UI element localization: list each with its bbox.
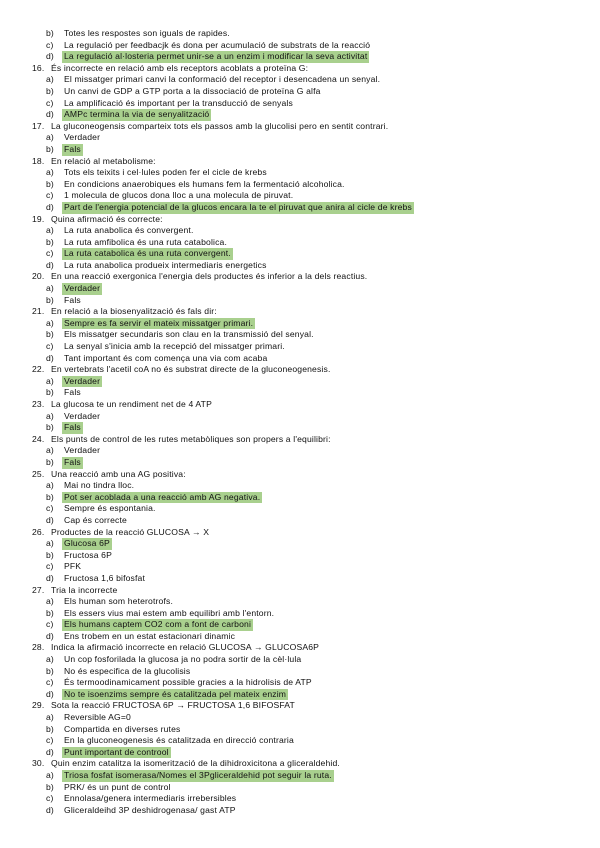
question-text: Una reacció amb una AG positiva: xyxy=(51,468,186,479)
option-letter: d) xyxy=(46,572,54,583)
answer-option-line xyxy=(32,573,572,585)
question-number: 27. xyxy=(32,584,45,595)
question-list xyxy=(32,28,572,816)
option-letter: b) xyxy=(46,781,54,792)
answer-option-line xyxy=(32,225,572,237)
question-text: Indica la afirmació incorrecte en relació GLUCOSA → GLUCOSA6P xyxy=(51,642,320,653)
question-text: En una reacció exergonica l'energia dels productes és inferior a la dels reactius. xyxy=(51,271,368,282)
question-text: Els punts de control de les rutes metabòliques son propers a l'equilibri: xyxy=(51,433,331,444)
option-letter: b) xyxy=(46,143,54,154)
option-letter: b) xyxy=(46,236,54,247)
option-letter: a) xyxy=(46,225,54,236)
option-letter: b) xyxy=(46,294,54,305)
option-text: Mai no tindra lloc. xyxy=(64,480,135,491)
question-number: 16. xyxy=(32,62,45,73)
option-text: Totes les respostes son iguals de rapides. xyxy=(64,28,230,38)
option-text: Triosa fosfat isomerasa/Nomes el 3Pgliceraldehid pot seguir la ruta. xyxy=(64,770,332,780)
highlighted-answer-line xyxy=(32,747,572,759)
option-text: La regulació per feedbacjk és dona per acumulació de substrats de la reacció xyxy=(64,39,371,50)
option-letter: b) xyxy=(46,491,54,502)
option-text: Fals xyxy=(64,456,81,467)
option-letter: d) xyxy=(46,201,54,212)
answer-option-line xyxy=(32,260,572,272)
option-letter: d) xyxy=(46,51,54,62)
option-letter: a) xyxy=(46,445,54,456)
question-line xyxy=(32,364,572,376)
highlighted-answer-line xyxy=(32,109,572,121)
question-line xyxy=(32,527,572,539)
option-letter: a) xyxy=(46,712,54,723)
question-line xyxy=(32,271,572,283)
option-letter: a) xyxy=(46,654,54,665)
option-letter: a) xyxy=(46,74,54,85)
question-number: 19. xyxy=(32,213,45,224)
answer-option-line xyxy=(32,341,572,353)
highlighted-answer-line xyxy=(32,619,572,631)
option-letter: d) xyxy=(46,109,54,120)
option-text: Glucosa 6P xyxy=(64,538,110,549)
answer-option-line xyxy=(32,411,572,423)
option-letter: d) xyxy=(46,688,54,699)
answer-option-line xyxy=(32,793,572,805)
answer-option-line xyxy=(32,805,572,817)
question-text: Productes de la reacció GLUCOSA → X xyxy=(51,526,210,537)
option-text: Verdader xyxy=(64,410,101,421)
question-line xyxy=(32,642,572,654)
question-text: En relació a la biosenyalització és fals dir: xyxy=(51,306,217,317)
option-text: Compartida en diverses rutes xyxy=(64,723,181,734)
question-text: La glucosa te un rendiment net de 4 ATP xyxy=(51,399,212,409)
question-line xyxy=(32,758,572,770)
question-text: Tria la incorrecte xyxy=(51,584,118,595)
option-text: És termoodinamicament possible gracies a la hidrolisis de ATP xyxy=(64,677,312,688)
highlighted-answer-line xyxy=(32,144,572,156)
answer-option-line xyxy=(32,445,572,457)
option-text: La ruta anabolica produeix intermediaris energetics xyxy=(64,259,267,270)
answer-option-line xyxy=(32,735,572,747)
option-text: La ruta amfibolica és una ruta catabolica. xyxy=(64,236,227,247)
question-text: La gluconeogensis comparteix tots els passos amb la glucolisi pero en sentit contrari. xyxy=(51,120,389,131)
highlighted-answer-line xyxy=(32,318,572,330)
answer-option-line xyxy=(32,782,572,794)
option-letter: d) xyxy=(46,630,54,641)
option-letter: b) xyxy=(46,422,54,433)
question-number: 18. xyxy=(32,155,45,166)
answer-option-line xyxy=(32,167,572,179)
option-letter: b) xyxy=(46,456,54,467)
answer-option-line xyxy=(32,74,572,86)
question-number: 25. xyxy=(32,468,45,479)
option-letter: a) xyxy=(46,596,54,607)
answer-option-line xyxy=(32,677,572,689)
option-letter: a) xyxy=(46,770,54,780)
answer-option-line xyxy=(32,550,572,562)
option-letter: c) xyxy=(46,190,54,201)
question-line xyxy=(32,121,572,133)
option-text: Un cop fosforilada la glucosa ja no podra sortir de la cèl·lula xyxy=(64,654,302,665)
answer-option-line xyxy=(32,40,572,52)
option-text: Fals xyxy=(64,294,81,305)
option-text: La ruta anabolica és convergent. xyxy=(64,225,194,236)
question-line xyxy=(32,306,572,318)
question-line xyxy=(32,434,572,446)
option-letter: a) xyxy=(46,283,54,294)
answer-option-line xyxy=(32,654,572,666)
option-text: Fals xyxy=(64,387,81,398)
option-text: El missatger primari canvi la conformació del receptor i desencadena un senyal. xyxy=(64,74,381,85)
option-letter: a) xyxy=(46,410,54,421)
option-letter: c) xyxy=(46,561,54,572)
question-text: Quin enzim catalitza la isomerització de la dihidroxicitona a gliceraldehid. xyxy=(51,758,340,769)
option-letter: d) xyxy=(46,514,54,525)
option-letter: b) xyxy=(46,607,54,618)
answer-option-line xyxy=(32,561,572,573)
question-number: 23. xyxy=(32,399,45,409)
question-line xyxy=(32,156,572,168)
highlighted-answer-line xyxy=(32,770,572,782)
option-letter: b) xyxy=(46,85,54,96)
option-letter: c) xyxy=(46,248,54,259)
answer-option-line xyxy=(32,179,572,191)
option-text: Fals xyxy=(64,422,81,433)
answer-option-line xyxy=(32,666,572,678)
option-text: Reversible AG=0 xyxy=(64,712,131,723)
answer-option-line xyxy=(32,86,572,98)
option-letter: b) xyxy=(46,178,54,189)
option-letter: d) xyxy=(46,804,54,815)
question-text: En relació al metabolisme: xyxy=(51,155,156,166)
question-line xyxy=(32,399,572,411)
option-letter: c) xyxy=(46,39,54,50)
option-letter: a) xyxy=(46,167,54,178)
answer-option-line xyxy=(32,515,572,527)
option-text: La regulació al·losteria permet unir-se a un enzim i modificar la seva activitat xyxy=(64,51,368,62)
option-letter: a) xyxy=(46,538,54,549)
question-line xyxy=(32,700,572,712)
option-letter: b) xyxy=(46,28,54,38)
option-text: Verdader xyxy=(64,445,101,456)
question-number: 20. xyxy=(32,271,45,282)
question-text: En vertebrats l'acetil coA no és substrat directe de la gluconeogenesis. xyxy=(51,364,331,375)
option-letter: b) xyxy=(46,387,54,398)
question-number: 29. xyxy=(32,700,45,711)
question-line xyxy=(32,469,572,481)
answer-option-line xyxy=(32,190,572,202)
highlighted-answer-line xyxy=(32,248,572,260)
option-text: Els missatger secundaris son clau en la transmissió del senyal. xyxy=(64,329,314,340)
option-text: La ruta catabolica és una ruta convergent. xyxy=(64,248,231,259)
option-text: Tots els teixits i cel·lules poden fer el cicle de krebs xyxy=(64,167,267,178)
question-text: Quina afirmació és correcte: xyxy=(51,213,163,224)
option-text: Verdader xyxy=(64,375,101,386)
option-letter: c) xyxy=(46,97,54,108)
option-text: No te isoenzims sempre és catalitzada pel mateix enzim xyxy=(64,688,287,699)
highlighted-answer-line xyxy=(32,422,572,434)
option-text: En condicions anaerobiques els humans fem la fermentació alcoholica. xyxy=(64,178,345,189)
option-letter: b) xyxy=(46,329,54,340)
question-line xyxy=(32,63,572,75)
option-text: Verdader xyxy=(64,283,101,294)
answer-option-line xyxy=(32,712,572,724)
option-text: Un canvi de GDP a GTP porta a la dissociació de proteïna G alfa xyxy=(64,85,321,96)
question-number: 30. xyxy=(32,758,45,769)
option-text: La amplificació és important per la transducció de senyals xyxy=(64,97,293,108)
option-text: Cap és correcte xyxy=(64,514,127,525)
answer-option-line xyxy=(32,503,572,515)
option-text: Sempre és espontania. xyxy=(64,503,156,514)
option-text: Sempre es fa servir el mateix missatger primari. xyxy=(64,317,254,328)
option-letter: c) xyxy=(46,735,54,746)
option-text: Verdader xyxy=(64,132,101,143)
option-text: En la gluconeogenesis és catalitzada en direcció contraria xyxy=(64,735,294,746)
question-number: 28. xyxy=(32,642,45,653)
option-letter: a) xyxy=(46,317,54,328)
option-letter: c) xyxy=(46,619,54,630)
option-letter: c) xyxy=(46,793,54,804)
option-text: Ennolasa/genera intermediaris irrebersibles xyxy=(64,793,237,804)
answer-option-line xyxy=(32,28,572,40)
option-text: Gliceraldeihd 3P deshidrogenasa/ gast ATP xyxy=(64,804,236,815)
answer-option-line xyxy=(32,329,572,341)
answer-option-line xyxy=(32,596,572,608)
option-letter: d) xyxy=(46,259,54,270)
highlighted-answer-line xyxy=(32,492,572,504)
option-letter: b) xyxy=(46,723,54,734)
answer-option-line xyxy=(32,295,572,307)
option-text: Fructosa 1,6 bifosfat xyxy=(64,572,146,583)
answer-option-line xyxy=(32,631,572,643)
answer-option-line xyxy=(32,353,572,365)
highlighted-answer-line xyxy=(32,689,572,701)
answer-option-line xyxy=(32,98,572,110)
option-text: Fructosa 6P xyxy=(64,549,112,560)
answer-option-line xyxy=(32,480,572,492)
question-line xyxy=(32,585,572,597)
question-line xyxy=(32,214,572,226)
question-text: És incorrecte en relació amb els receptors acoblats a proteïna G: xyxy=(51,62,309,73)
highlighted-answer-line xyxy=(32,51,572,63)
option-letter: a) xyxy=(46,375,54,386)
question-number: 21. xyxy=(32,306,45,317)
answer-option-line xyxy=(32,237,572,249)
option-text: Part de l'energia potencial de la glucos encara la te el piruvat que anira al cicle de krebs xyxy=(64,201,412,212)
option-letter: c) xyxy=(46,677,54,688)
option-text: Fals xyxy=(64,143,81,154)
option-text: PFK xyxy=(64,561,82,572)
highlighted-answer-line xyxy=(32,538,572,550)
answer-option-line xyxy=(32,132,572,144)
option-letter: d) xyxy=(46,352,54,363)
option-text: Els human som heterotrofs. xyxy=(64,596,173,607)
option-text: 1 molecula de glucos dona lloc a una molecula de piruvat. xyxy=(64,190,294,201)
option-letter: c) xyxy=(46,341,54,352)
option-text: No és especifica de la glucolisis xyxy=(64,665,191,676)
option-text: Punt important de controol xyxy=(64,746,169,757)
option-text: Pot ser acoblada a una reacció amb AG negativa. xyxy=(64,491,261,502)
option-text: Els essers vius mai estem amb equilibri amb l'entorn. xyxy=(64,607,275,618)
option-text: PRK/ és un punt de control xyxy=(64,781,171,792)
highlighted-answer-line xyxy=(32,202,572,214)
question-number: 24. xyxy=(32,433,45,444)
question-number: 17. xyxy=(32,120,45,131)
answer-option-line xyxy=(32,724,572,736)
question-number: 26. xyxy=(32,526,45,537)
option-text: Tant important és com comença una via com acaba xyxy=(64,352,268,363)
option-letter: b) xyxy=(46,665,54,676)
option-text: Ens trobem en un estat estacionari dinamic xyxy=(64,630,236,641)
highlighted-answer-line xyxy=(32,283,572,295)
option-text: La senyal s'inicia amb la recepció del missatger primari. xyxy=(64,341,285,352)
question-number: 22. xyxy=(32,364,45,375)
highlighted-answer-line xyxy=(32,376,572,388)
option-text: Els humans captem CO2 com a font de carboni xyxy=(64,619,252,630)
option-letter: a) xyxy=(46,480,54,491)
answer-option-line xyxy=(32,387,572,399)
highlighted-answer-line xyxy=(32,457,572,469)
option-letter: c) xyxy=(46,503,54,514)
option-letter: a) xyxy=(46,132,54,143)
option-text: AMPc termina la via de senyalització xyxy=(64,109,210,120)
option-letter: d) xyxy=(46,746,54,757)
answer-option-line xyxy=(32,608,572,620)
option-letter: b) xyxy=(46,549,54,560)
question-text: Sota la reacció FRUCTOSA 6P → FRUCTOSA 1,6 BIFOSFAT xyxy=(51,700,295,711)
